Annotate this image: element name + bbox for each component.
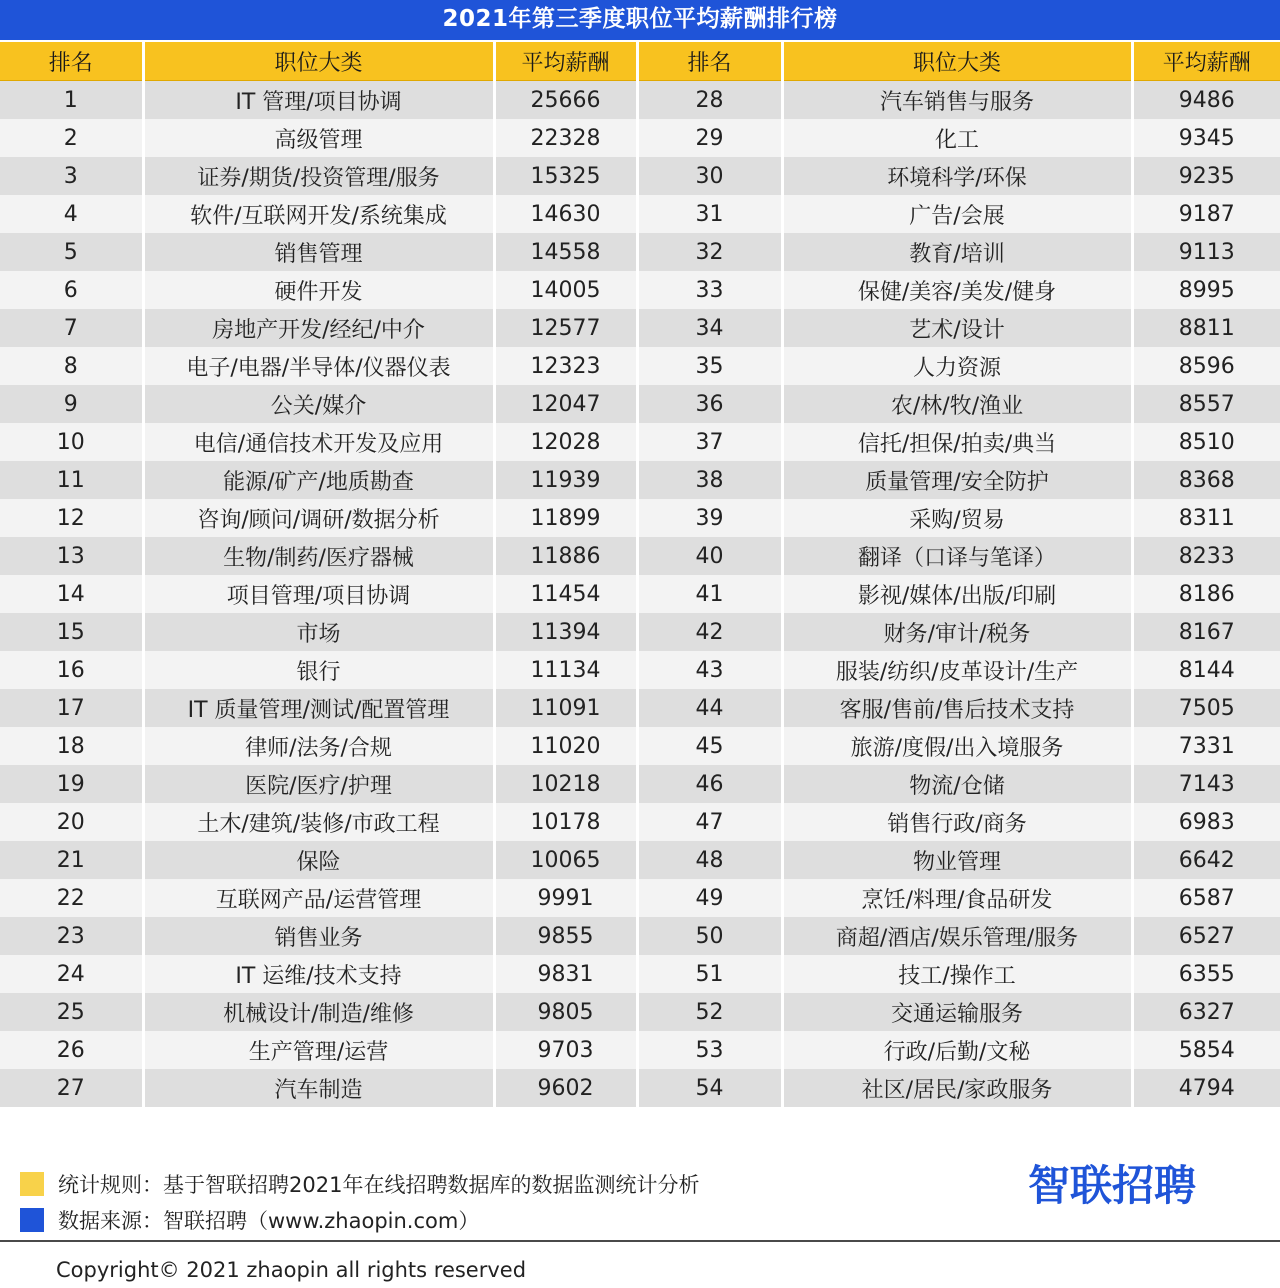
header-salary-left: 平均薪酬: [494, 42, 637, 81]
legend-source-text: 数据来源：智联招聘（www.zhaopin.com）: [58, 1209, 480, 1233]
rank-cell: 20: [0, 803, 143, 841]
legend-rule-text: 统计规则：基于智联招聘2021年在线招聘数据库的数据监测统计分析: [58, 1173, 700, 1197]
rank-cell: 33: [637, 271, 782, 309]
rank-cell: 52: [637, 993, 782, 1031]
category-cell: 保健/美容/美发/健身: [782, 271, 1132, 309]
rank-cell: 53: [637, 1031, 782, 1069]
salary-cell: 11899: [494, 499, 637, 537]
table-row: [0, 613, 1280, 651]
rank-cell: 1: [0, 81, 143, 120]
table-row: [0, 423, 1280, 461]
category-cell: 商超/酒店/娱乐管理/服务: [782, 917, 1132, 955]
category-cell: 客服/售前/售后技术支持: [782, 689, 1132, 727]
salary-cell: 9486: [1132, 81, 1280, 120]
salary-cell: 22328: [494, 119, 637, 157]
category-cell: 能源/矿产/地质勘查: [143, 461, 494, 499]
legend-source-row: [20, 1206, 479, 1234]
category-cell: 化工: [782, 119, 1132, 157]
category-cell: 销售管理: [143, 233, 494, 271]
rank-cell: 12: [0, 499, 143, 537]
salary-cell: 4794: [1132, 1069, 1280, 1107]
category-cell: 汽车制造: [143, 1069, 494, 1107]
salary-cell: 14630: [494, 195, 637, 233]
salary-cell: 10065: [494, 841, 637, 879]
rank-cell: 48: [637, 841, 782, 879]
category-cell: 旅游/度假/出入境服务: [782, 727, 1132, 765]
category-cell: 社区/居民/家政服务: [782, 1069, 1132, 1107]
category-cell: 机械设计/制造/维修: [143, 993, 494, 1031]
rank-cell: 42: [637, 613, 782, 651]
table-row: [0, 309, 1280, 347]
legend-rule-row: [20, 1170, 699, 1198]
salary-cell: 9831: [494, 955, 637, 993]
table-row: [0, 347, 1280, 385]
rank-cell: 7: [0, 309, 143, 347]
category-cell: IT 质量管理/测试/配置管理: [143, 689, 494, 727]
salary-cell: 9805: [494, 993, 637, 1031]
rank-cell: 29: [637, 119, 782, 157]
category-cell: 硬件开发: [143, 271, 494, 309]
salary-cell: 15325: [494, 157, 637, 195]
rank-cell: 34: [637, 309, 782, 347]
category-cell: 影视/媒体/出版/印刷: [782, 575, 1132, 613]
table-row: [0, 575, 1280, 613]
rank-cell: 43: [637, 651, 782, 689]
table-row: [0, 157, 1280, 195]
salary-cell: 14558: [494, 233, 637, 271]
rank-cell: 10: [0, 423, 143, 461]
category-cell: 律师/法务/合规: [143, 727, 494, 765]
rank-cell: 31: [637, 195, 782, 233]
salary-cell: 8995: [1132, 271, 1280, 309]
category-cell: 市场: [143, 613, 494, 651]
category-cell: 服装/纺织/皮革设计/生产: [782, 651, 1132, 689]
rank-cell: 38: [637, 461, 782, 499]
salary-cell: 10178: [494, 803, 637, 841]
salary-cell: 8233: [1132, 537, 1280, 575]
rank-cell: 25: [0, 993, 143, 1031]
rank-cell: 6: [0, 271, 143, 309]
category-cell: 广告/会展: [782, 195, 1132, 233]
salary-cell: 8311: [1132, 499, 1280, 537]
rank-cell: 26: [0, 1031, 143, 1069]
category-cell: 教育/培训: [782, 233, 1132, 271]
legend-blue-swatch: [20, 1208, 44, 1232]
rank-cell: 37: [637, 423, 782, 461]
category-cell: 物流/仓储: [782, 765, 1132, 803]
table-row: [0, 765, 1280, 803]
table-row: [0, 499, 1280, 537]
table-row: [0, 195, 1280, 233]
rank-cell: 21: [0, 841, 143, 879]
rank-cell: 35: [637, 347, 782, 385]
rank-cell: 41: [637, 575, 782, 613]
rank-cell: 28: [637, 81, 782, 120]
salary-cell: 11454: [494, 575, 637, 613]
category-cell: 公关/媒介: [143, 385, 494, 423]
rank-cell: 18: [0, 727, 143, 765]
header-category-left: 职位大类: [143, 42, 494, 81]
salary-cell: 8510: [1132, 423, 1280, 461]
category-cell: 汽车销售与服务: [782, 81, 1132, 120]
salary-cell: 8557: [1132, 385, 1280, 423]
table-row: [0, 993, 1280, 1031]
table-row: [0, 271, 1280, 309]
salary-cell: 12028: [494, 423, 637, 461]
salary-cell: 12323: [494, 347, 637, 385]
header-category-right: 职位大类: [782, 42, 1132, 81]
table-row: [0, 879, 1280, 917]
category-cell: 质量管理/安全防护: [782, 461, 1132, 499]
table-row: [0, 537, 1280, 575]
rank-cell: 11: [0, 461, 143, 499]
category-cell: 销售业务: [143, 917, 494, 955]
table-row: [0, 955, 1280, 993]
salary-cell: 9991: [494, 879, 637, 917]
header-rank-left: 排名: [0, 42, 143, 81]
category-cell: 医院/医疗/护理: [143, 765, 494, 803]
category-cell: 软件/互联网开发/系统集成: [143, 195, 494, 233]
category-cell: 咨询/顾问/调研/数据分析: [143, 499, 494, 537]
category-cell: IT 运维/技术支持: [143, 955, 494, 993]
rank-cell: 46: [637, 765, 782, 803]
salary-cell: 6642: [1132, 841, 1280, 879]
table-body: [0, 81, 1280, 1108]
table-row: [0, 461, 1280, 499]
category-cell: 信托/担保/拍卖/典当: [782, 423, 1132, 461]
rank-cell: 54: [637, 1069, 782, 1107]
rank-cell: 51: [637, 955, 782, 993]
rank-cell: 50: [637, 917, 782, 955]
rank-cell: 30: [637, 157, 782, 195]
table-row: [0, 917, 1280, 955]
table-title: 2021年第三季度职位平均薪酬排行榜: [0, 0, 1280, 40]
salary-cell: 8186: [1132, 575, 1280, 613]
category-cell: 环境科学/环保: [782, 157, 1132, 195]
category-cell: 房地产开发/经纪/中介: [143, 309, 494, 347]
table-row: [0, 385, 1280, 423]
category-cell: 电子/电器/半导体/仪器仪表: [143, 347, 494, 385]
rank-cell: 13: [0, 537, 143, 575]
salary-cell: 6587: [1132, 879, 1280, 917]
salary-cell: 8596: [1132, 347, 1280, 385]
category-cell: 电信/通信技术开发及应用: [143, 423, 494, 461]
table-row: [0, 803, 1280, 841]
table-row: [0, 689, 1280, 727]
category-cell: 烹饪/料理/食品研发: [782, 879, 1132, 917]
salary-cell: 9235: [1132, 157, 1280, 195]
copyright-text: Copyright© 2021 zhaopin all rights reserved: [56, 1258, 527, 1282]
table-row: [0, 1031, 1280, 1069]
category-cell: 生产管理/运营: [143, 1031, 494, 1069]
rank-cell: 4: [0, 195, 143, 233]
header-rank-right: 排名: [637, 42, 782, 81]
legend-yellow-swatch: [20, 1172, 44, 1196]
rank-cell: 47: [637, 803, 782, 841]
category-cell: 农/林/牧/渔业: [782, 385, 1132, 423]
salary-cell: 11939: [494, 461, 637, 499]
category-cell: 生物/制药/医疗器械: [143, 537, 494, 575]
rank-cell: 45: [637, 727, 782, 765]
rank-cell: 9: [0, 385, 143, 423]
salary-cell: 9703: [494, 1031, 637, 1069]
salary-cell: 10218: [494, 765, 637, 803]
salary-ranking-table: [0, 42, 1280, 1107]
salary-cell: 12047: [494, 385, 637, 423]
salary-cell: 7331: [1132, 727, 1280, 765]
salary-cell: 9345: [1132, 119, 1280, 157]
salary-cell: 9187: [1132, 195, 1280, 233]
salary-cell: 9602: [494, 1069, 637, 1107]
rank-cell: 32: [637, 233, 782, 271]
rank-cell: 19: [0, 765, 143, 803]
salary-cell: 6983: [1132, 803, 1280, 841]
table-row: [0, 119, 1280, 157]
salary-cell: 14005: [494, 271, 637, 309]
rank-cell: 3: [0, 157, 143, 195]
salary-cell: 6327: [1132, 993, 1280, 1031]
rank-cell: 22: [0, 879, 143, 917]
rank-cell: 23: [0, 917, 143, 955]
salary-cell: 11886: [494, 537, 637, 575]
category-cell: 技工/操作工: [782, 955, 1132, 993]
table-row: [0, 841, 1280, 879]
salary-cell: 11020: [494, 727, 637, 765]
rank-cell: 2: [0, 119, 143, 157]
rank-cell: 14: [0, 575, 143, 613]
table-header-row: [0, 42, 1280, 81]
rank-cell: 24: [0, 955, 143, 993]
table-row: [0, 651, 1280, 689]
table-row: [0, 233, 1280, 271]
category-cell: 土木/建筑/装修/市政工程: [143, 803, 494, 841]
rank-cell: 27: [0, 1069, 143, 1107]
header-salary-right: 平均薪酬: [1132, 42, 1280, 81]
rank-cell: 16: [0, 651, 143, 689]
salary-cell: 12577: [494, 309, 637, 347]
salary-cell: 5854: [1132, 1031, 1280, 1069]
category-cell: 证券/期货/投资管理/服务: [143, 157, 494, 195]
category-cell: 销售行政/商务: [782, 803, 1132, 841]
rank-cell: 8: [0, 347, 143, 385]
rank-cell: 39: [637, 499, 782, 537]
rank-cell: 5: [0, 233, 143, 271]
salary-cell: 9855: [494, 917, 637, 955]
salary-cell: 8167: [1132, 613, 1280, 651]
salary-cell: 8811: [1132, 309, 1280, 347]
rank-cell: 36: [637, 385, 782, 423]
salary-cell: 6355: [1132, 955, 1280, 993]
rank-cell: 49: [637, 879, 782, 917]
table-row: [0, 1069, 1280, 1107]
rank-cell: 17: [0, 689, 143, 727]
category-cell: 财务/审计/税务: [782, 613, 1132, 651]
category-cell: 项目管理/项目协调: [143, 575, 494, 613]
rank-cell: 44: [637, 689, 782, 727]
salary-cell: 11394: [494, 613, 637, 651]
salary-cell: 7143: [1132, 765, 1280, 803]
category-cell: 艺术/设计: [782, 309, 1132, 347]
salary-cell: 6527: [1132, 917, 1280, 955]
salary-cell: 8368: [1132, 461, 1280, 499]
salary-cell: 11091: [494, 689, 637, 727]
category-cell: 银行: [143, 651, 494, 689]
footer-divider: [0, 1240, 1280, 1242]
category-cell: 翻译（口译与笔译）: [782, 537, 1132, 575]
salary-cell: 25666: [494, 81, 637, 120]
salary-cell: 9113: [1132, 233, 1280, 271]
zhaopin-logo: 智联招聘: [1028, 1161, 1197, 1210]
category-cell: 交通运输服务: [782, 993, 1132, 1031]
salary-cell: 11134: [494, 651, 637, 689]
salary-cell: 7505: [1132, 689, 1280, 727]
rank-cell: 40: [637, 537, 782, 575]
table-row: [0, 81, 1280, 120]
rank-cell: 15: [0, 613, 143, 651]
category-cell: 物业管理: [782, 841, 1132, 879]
table-row: [0, 727, 1280, 765]
category-cell: 行政/后勤/文秘: [782, 1031, 1132, 1069]
salary-cell: 8144: [1132, 651, 1280, 689]
category-cell: 互联网产品/运营管理: [143, 879, 494, 917]
category-cell: 人力资源: [782, 347, 1132, 385]
category-cell: IT 管理/项目协调: [143, 81, 494, 120]
category-cell: 采购/贸易: [782, 499, 1132, 537]
category-cell: 高级管理: [143, 119, 494, 157]
category-cell: 保险: [143, 841, 494, 879]
